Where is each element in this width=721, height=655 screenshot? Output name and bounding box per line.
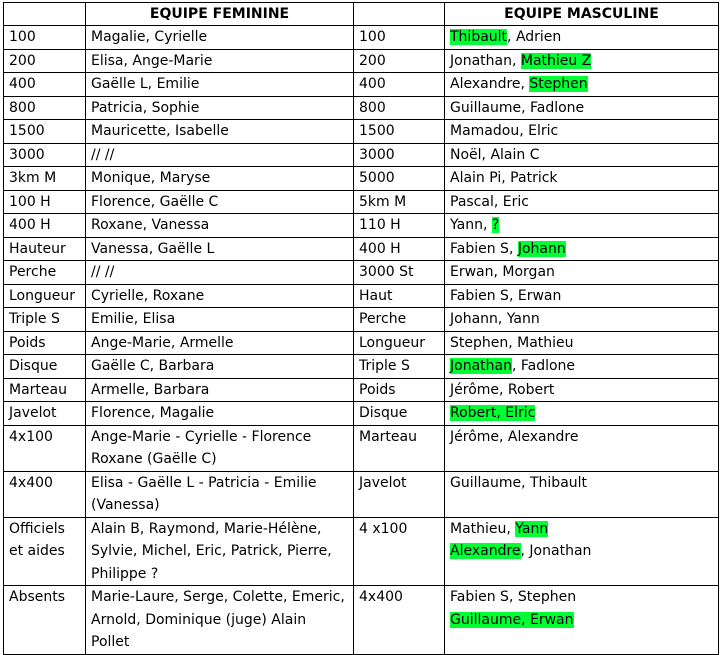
athlete-name: Fabien S, Erwan [450,287,562,304]
men-athletes-cell [445,96,719,120]
athlete-name: Johann, Yann [450,311,540,327]
men-event-cell: Longueur [354,331,445,355]
men-event-cell: 5000 [354,167,445,191]
athlete-name: Mathieu, [450,520,516,537]
women-athletes-cell: // // [86,261,354,285]
women-event-cell: Longueur [4,284,86,308]
women-event-cell: 200 [4,49,86,73]
table-row [4,143,719,167]
athlete-name: , Fadlone [511,358,576,374]
women-event-cell: Disque [4,355,86,379]
men-event-cell: Poids [354,378,445,402]
men-event-cell: 200 [354,49,445,73]
header-event-women [4,3,86,26]
men-event-cell: 4x400 [354,586,445,655]
men-athletes-cell [445,73,719,97]
women-athletes-cell: Mauricette, Isabelle [86,120,354,144]
women-athletes-cell: Emilie, Elisa [86,308,354,332]
women-event-cell: 800 [4,96,86,120]
men-event-cell: 3000 [354,143,445,167]
highlighted-name: Jonathan [450,358,512,374]
athlete-name: Alain Pi, Patrick [450,170,558,186]
men-event-cell: Perche [354,308,445,332]
women-event-cell: 1500 [4,120,86,144]
men-event-cell: Triple S [354,355,445,379]
highlighted-name: Johann [517,240,566,257]
athlete-name: Guillaume, Thibault [450,474,588,491]
athlete-name: Pascal, Eric [450,193,529,210]
athlete-name: , Adrien [507,29,562,45]
men-athletes-cell [445,378,719,402]
men-event-cell: Haut [354,284,445,308]
men-athletes-cell [445,261,719,285]
highlighted-name: ? [491,217,500,233]
men-event-cell: 1500 [354,120,445,144]
women-event-cell: Triple S [4,308,86,332]
men-event-cell: 3000 St [354,261,445,285]
table-row [4,96,719,120]
men-event-cell: 4 x100 [354,517,445,586]
women-athletes-cell: Ange-Marie - Cyrielle - Florence Roxane (Gaëlle C) [86,425,354,471]
women-athletes-cell: Armelle, Barbara [86,378,354,402]
table-row [4,378,719,402]
athlete-name: Jérôme, Robert [450,381,555,398]
table-row [4,120,719,144]
men-athletes-cell [445,49,719,73]
men-event-cell: Disque [354,402,445,426]
men-event-cell: Marteau [354,425,445,471]
table-row [4,471,719,517]
women-event-cell: Javelot [4,402,86,426]
women-athletes-cell: Florence, Magalie [86,402,354,426]
women-event-cell: 4x100 [4,425,86,471]
table-row [4,586,719,655]
women-athletes-cell: Gaëlle C, Barbara [86,355,354,379]
men-athletes-cell [445,586,719,655]
women-event-cell: 400 H [4,214,86,238]
athlete-name: Yann, [450,217,492,233]
men-athletes-cell [445,120,719,144]
men-event-cell: 100 [354,26,445,50]
women-athletes-cell: Roxane, Vanessa [86,214,354,238]
men-athletes-cell [445,143,719,167]
highlighted-name: Stephen [529,76,588,92]
women-athletes-cell: Cyrielle, Roxane [86,284,354,308]
table-row [4,308,719,332]
men-event-cell: Javelot [354,471,445,517]
men-athletes-cell [445,517,719,586]
women-event-cell: 100 H [4,190,86,214]
women-athletes-cell: Alain B, Raymond, Marie-Hélène, Sylvie, Michel, Eric, Patrick, Pierre, Philippe ? [86,517,354,586]
women-event-cell: 100 [4,26,86,50]
women-event-cell: Officiels et aides [4,517,86,586]
men-event-cell: 110 H [354,214,445,238]
table-row [4,517,719,586]
women-event-cell: Marteau [4,378,86,402]
women-athletes-cell: Ange-Marie, Armelle [86,331,354,355]
women-athletes-cell: Patricia, Sophie [86,96,354,120]
men-athletes-cell [445,237,719,261]
men-athletes-cell [445,167,719,191]
women-athletes-cell: Florence, Gaëlle C [86,190,354,214]
men-athletes-cell [445,190,719,214]
women-athletes-cell: Monique, Maryse [86,167,354,191]
men-athletes-cell [445,308,719,332]
table-row [4,73,719,97]
women-event-cell: Hauteur [4,237,86,261]
women-athletes-cell: // // [86,143,354,167]
highlighted-name: Guillaume, Erwan [450,611,574,628]
men-event-cell: 800 [354,96,445,120]
men-athletes-cell [445,471,719,517]
men-athletes-cell [445,402,719,426]
table-row [4,261,719,285]
header-event-men [354,3,445,26]
men-athletes-cell [445,355,719,379]
athlete-name: Fabien S, [450,240,518,257]
men-athletes-cell [445,26,719,50]
table-row [4,167,719,191]
athlete-name: Stephen, Mathieu [450,334,574,351]
table-row [4,284,719,308]
athlete-name: Erwan, Morgan [450,264,555,280]
highlighted-name: Thibault [450,29,508,45]
men-event-cell: 400 H [354,237,445,261]
table-row [4,214,719,238]
women-athletes-cell: Elisa - Gaëlle L - Patricia - Emilie (Vanessa) [86,471,354,517]
team-table [3,2,719,655]
women-event-cell: 4x400 [4,471,86,517]
athlete-name: Noël, Alain C [450,146,540,163]
header-men-team: EQUIPE MASCULINE [445,3,719,26]
men-event-cell: 400 [354,73,445,97]
athlete-name: Fabien S, Stephen [450,589,577,605]
table-row [4,190,719,214]
men-event-cell: 5km M [354,190,445,214]
table-row [4,331,719,355]
highlighted-name: Mathieu Z [520,52,592,69]
athlete-name: Jonathan, [450,52,521,69]
table-row [4,26,719,50]
women-event-cell: Perche [4,261,86,285]
athlete-name: Mamadou, Elric [450,123,559,139]
women-athletes-cell: Gaëlle L, Emilie [86,73,354,97]
men-athletes-cell [445,425,719,471]
women-event-cell: 3000 [4,143,86,167]
highlighted-name: Alexandre [450,543,521,559]
women-event-cell: 400 [4,73,86,97]
women-event-cell: 3km M [4,167,86,191]
athlete-name: Jérôme, Alexandre [450,428,579,445]
table-row [4,425,719,471]
table-row [4,237,719,261]
women-athletes-cell: Marie-Laure, Serge, Colette, Emeric, Arnold, Dominique (juge) Alain Pollet [86,586,354,655]
table-row [4,355,719,379]
highlighted-name: Robert, Elric [450,405,536,421]
women-event-cell: Absents [4,586,86,655]
header-women-team: EQUIPE FEMININE [86,3,354,26]
men-athletes-cell [445,331,719,355]
women-athletes-cell: Magalie, Cyrielle [86,26,354,50]
men-athletes-cell [445,284,719,308]
athlete-name: Guillaume, Fadlone [450,99,585,116]
highlighted-name: Yann [515,520,549,537]
table-row [4,49,719,73]
men-athletes-cell [445,214,719,238]
women-athletes-cell: Vanessa, Gaëlle L [86,237,354,261]
women-event-cell: Poids [4,331,86,355]
athlete-name: , Jonathan [520,543,592,559]
women-athletes-cell: Elisa, Ange-Marie [86,49,354,73]
header-row [4,3,719,26]
athlete-name: Alexandre, [450,76,530,92]
table-row [4,402,719,426]
